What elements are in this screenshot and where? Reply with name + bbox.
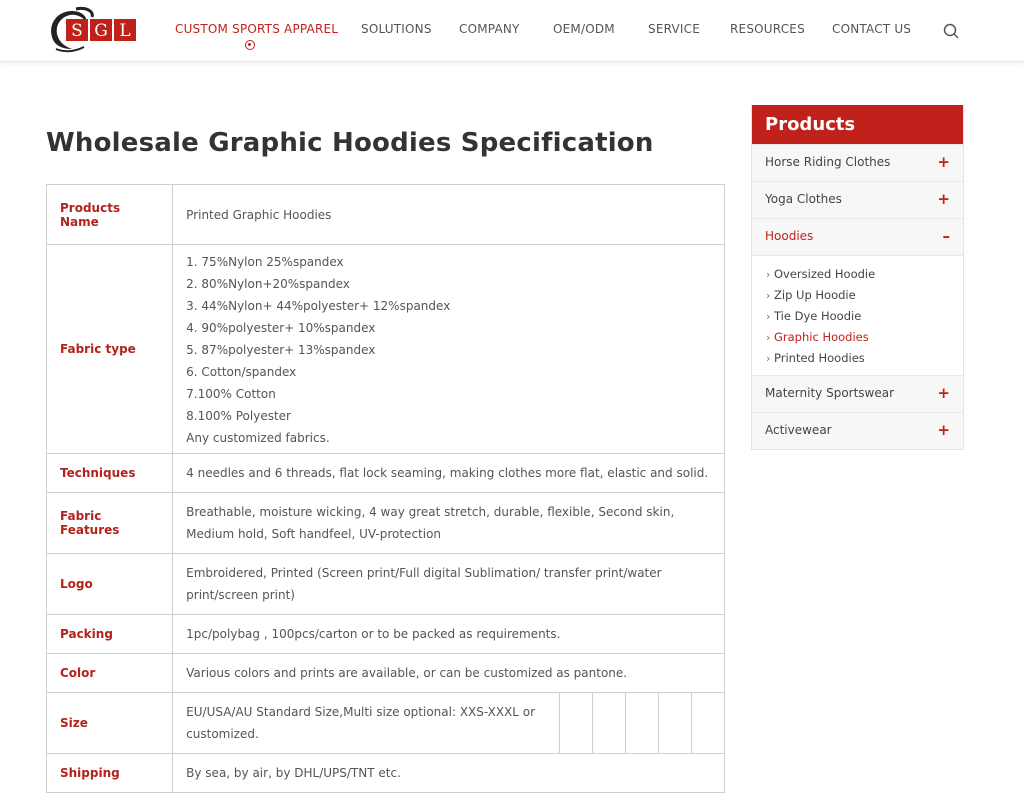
submenu-item-label: Zip Up Hoodie bbox=[774, 288, 856, 302]
submenu-item-label: Graphic Hoodies bbox=[774, 330, 869, 344]
hoodies-submenu bbox=[752, 255, 963, 375]
spec-label: Color bbox=[47, 654, 173, 693]
empty-cell bbox=[692, 693, 725, 754]
table-row bbox=[47, 693, 725, 754]
logo-letter-s: S bbox=[71, 21, 83, 41]
submenu-item-zip-up-hoodie[interactable] bbox=[766, 285, 963, 306]
spec-value: Embroidered, Printed (Screen print/Full digital Sublimation/ transfer print/water print/screen print) bbox=[173, 554, 725, 615]
chevron-right-icon: › bbox=[766, 352, 771, 365]
sidebar-item-label: Maternity Sportswear bbox=[765, 386, 895, 400]
nav-contact-us[interactable]: CONTACT US bbox=[832, 22, 912, 36]
expand-icon[interactable]: + bbox=[937, 153, 950, 171]
spec-label: Packing bbox=[47, 615, 173, 654]
spec-label: Shipping bbox=[47, 754, 173, 793]
sgl-logo[interactable] bbox=[46, 5, 144, 55]
sidebar-item-label: Activewear bbox=[765, 423, 832, 437]
empty-cell bbox=[560, 693, 593, 754]
nav-service[interactable]: SERVICE bbox=[648, 22, 700, 36]
spec-label: Size bbox=[47, 693, 173, 754]
spec-value: EU/USA/AU Standard Size,Multi size optional: XXS-XXXL or customized. bbox=[173, 693, 560, 754]
expand-icon[interactable]: + bbox=[937, 384, 950, 402]
fabric-option: 8.100% Polyester bbox=[186, 409, 291, 423]
spec-value: 4 needles and 6 threads, flat lock seaming, making clothes more flat, elastic and solid. bbox=[173, 454, 725, 493]
empty-cell bbox=[626, 693, 659, 754]
empty-cell bbox=[659, 693, 692, 754]
submenu-item-tie-dye-hoodie[interactable] bbox=[766, 306, 963, 327]
table-row bbox=[47, 754, 725, 793]
collapse-icon[interactable]: – bbox=[942, 227, 950, 245]
sidebar-item-yoga-clothes[interactable] bbox=[752, 181, 963, 218]
logo-letter-g: G bbox=[94, 21, 108, 41]
sidebar-item-label: Hoodies bbox=[765, 229, 814, 243]
spec-value-fabric-list bbox=[173, 245, 725, 454]
fabric-option: 7.100% Cotton bbox=[186, 387, 276, 401]
logo-letter-l: L bbox=[119, 21, 131, 41]
nav-company[interactable]: COMPANY bbox=[459, 22, 520, 36]
active-indicator-icon bbox=[245, 40, 255, 50]
nav-resources[interactable]: RESOURCES bbox=[730, 22, 805, 36]
search-icon[interactable] bbox=[942, 22, 960, 40]
spec-value: 1pc/polybag , 100pcs/carton or to be packed as requirements. bbox=[173, 615, 725, 654]
submenu-item-label: Tie Dye Hoodie bbox=[774, 309, 862, 323]
sidebar-item-label: Horse Riding Clothes bbox=[765, 155, 891, 169]
fabric-option: 4. 90%polyester+ 10%spandex bbox=[186, 321, 376, 335]
fabric-option: 3. 44%Nylon+ 44%polyester+ 12%spandex bbox=[186, 299, 451, 313]
sidebar-title: Products bbox=[752, 105, 963, 144]
table-row bbox=[47, 615, 725, 654]
sidebar-item-maternity-sportswear[interactable] bbox=[752, 375, 963, 412]
submenu-item-label: Printed Hoodies bbox=[774, 351, 865, 365]
nav-oem-odm[interactable]: OEM/ODM bbox=[553, 22, 615, 36]
specification-table bbox=[46, 184, 725, 793]
fabric-option: 1. 75%Nylon 25%spandex bbox=[186, 255, 344, 269]
spec-value: Various colors and prints are available, or can be customized as pantone. bbox=[173, 654, 725, 693]
sidebar-item-activewear[interactable] bbox=[752, 412, 963, 449]
expand-icon[interactable]: + bbox=[937, 190, 950, 208]
spec-value: By sea, by air, by DHL/UPS/TNT etc. bbox=[173, 754, 725, 793]
table-row bbox=[47, 493, 725, 554]
submenu-item-label: Oversized Hoodie bbox=[774, 267, 876, 281]
sidebar-item-label: Yoga Clothes bbox=[765, 192, 842, 206]
spec-label: Fabric type bbox=[47, 245, 173, 454]
fabric-option: 6. Cotton/spandex bbox=[186, 365, 297, 379]
spec-label: Products Name bbox=[47, 185, 173, 245]
site-header bbox=[0, 0, 1024, 62]
sidebar-item-hoodies[interactable] bbox=[752, 218, 963, 255]
submenu-item-oversized-hoodie[interactable] bbox=[766, 264, 963, 285]
table-row bbox=[47, 185, 725, 245]
fabric-option: 5. 87%polyester+ 13%spandex bbox=[186, 343, 376, 357]
spec-value: Printed Graphic Hoodies bbox=[173, 185, 725, 245]
table-row bbox=[47, 454, 725, 493]
fabric-option: Any customized fabrics. bbox=[186, 431, 330, 445]
chevron-right-icon: › bbox=[766, 268, 771, 281]
spec-label: Logo bbox=[47, 554, 173, 615]
submenu-item-printed-hoodies[interactable] bbox=[766, 348, 963, 369]
table-row bbox=[47, 554, 725, 615]
page-title: Wholesale Graphic Hoodies Specification bbox=[46, 128, 654, 158]
sidebar-item-horse-riding-clothes[interactable] bbox=[752, 144, 963, 181]
fabric-option: 2. 80%Nylon+20%spandex bbox=[186, 277, 350, 291]
spec-label: Fabric Features bbox=[47, 493, 173, 554]
nav-solutions[interactable]: SOLUTIONS bbox=[361, 22, 432, 36]
table-row bbox=[47, 654, 725, 693]
submenu-item-graphic-hoodies[interactable] bbox=[766, 327, 963, 348]
table-row bbox=[47, 245, 725, 454]
spec-value: Breathable, moisture wicking, 4 way great stretch, durable, flexible, Second skin, Medium hold, Soft handfeel, UV-protection bbox=[173, 493, 725, 554]
chevron-right-icon: › bbox=[766, 289, 771, 302]
expand-icon[interactable]: + bbox=[937, 421, 950, 439]
products-sidebar bbox=[751, 105, 964, 450]
chevron-right-icon: › bbox=[766, 331, 771, 344]
chevron-right-icon: › bbox=[766, 310, 771, 323]
empty-cell bbox=[593, 693, 626, 754]
spec-label: Techniques bbox=[47, 454, 173, 493]
nav-custom-sports-apparel[interactable]: CUSTOM SPORTS APPAREL bbox=[175, 22, 339, 36]
